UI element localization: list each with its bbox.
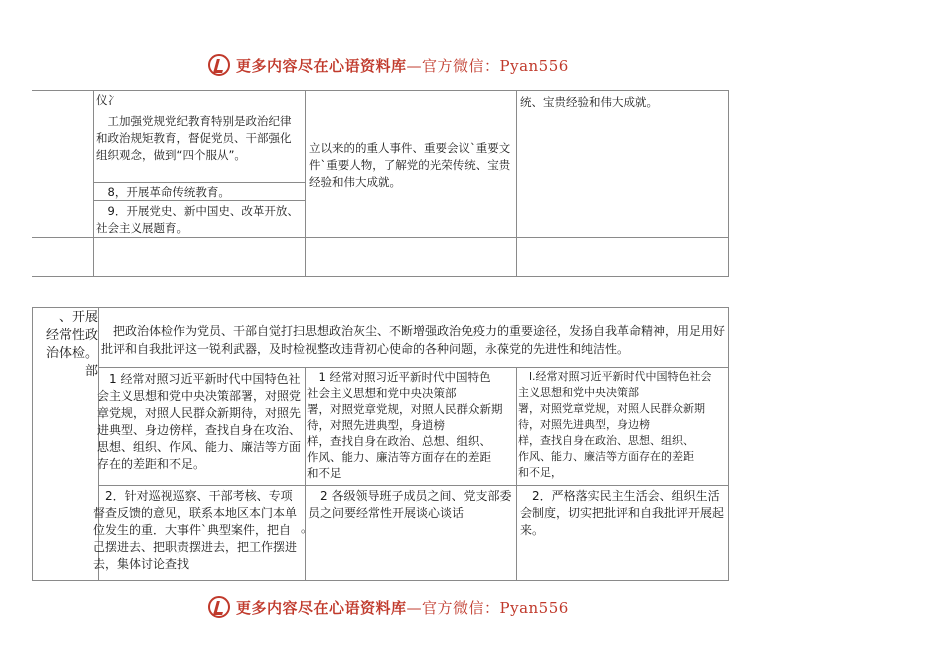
brand-logo-icon (208, 54, 230, 76)
table1-col2-item9: 9．开展党史、新中国史、改革开放、社会主义展题育。 (96, 204, 299, 235)
table1-col4: 统、宝贵经验和伟大成就。 (520, 95, 658, 109)
table1-col2-line1: 仪冫 (96, 93, 119, 107)
watermark-bottom (208, 593, 569, 621)
table1-col3: 立以来的的重人事件、重要会议`重要文件`重要人物，了解党的光荣传统、宝贵经验和伟大成就。 (309, 141, 511, 189)
table1-col2-item8: 8，开展革命传统教育。 (107, 185, 230, 199)
watermark-text: 更多内容尽在心语资料库—官方微信：Pyan556 (236, 56, 569, 75)
table2-intro: 把政治体检作为党员、干部自觉打扫思想政治灰尘、不断增强政治免疫力的重要途径，发扬自我革命精神，用足用好批评和自我批评这一锐利武器，及时检视整改违背初心使命的各种问题，永葆党的先进性和纯洁性。 (101, 324, 725, 356)
table1-col2-item7: 工加强党规党纪教育特别是政治纪律和政治规矩教育，督促党员、干部强化组织观念，做到“四个服从”。 (96, 114, 292, 162)
table2-row-label: 、开展 经常性政 治体检。部 (45, 310, 98, 379)
table2-row2-c2: 2 各级领导班子成员之间、党支部委员之问要经常性开展谈心谈话 (308, 489, 512, 520)
brand-logo-icon (208, 596, 230, 618)
watermark-text: 更多内容尽在心语资料库—官方微信：Pyan556 (236, 598, 569, 617)
table2-row2-c2-dot: 。 (301, 521, 313, 535)
table2-row2-c1: 2．针对巡视巡察、干部考核、专项督查反馈的意见，联系本地区本门本单位发生的重．大事件`典型案件，把自己摆进去、把职责摆进去，把工作摆进去，集体讨论查找 (93, 489, 298, 571)
table2-row1-c2: 1 经常对照习近平新时代中国特色 社会主义思想和党中央决策部 署，对照党章党规，对照人民群众新期 待，对照先进典型，身逍榜 样，查找自身在政治、总想、组织、 作风、能力、廉洁等方面存在的差距 和不足 (307, 370, 503, 480)
watermark-top (208, 51, 569, 79)
table2-row2-c3: 2．严格落实民主生活会、组织生活会制度，切实把批评和自我批评开展起来。 (520, 489, 724, 537)
table2-row1-c3: l.经常对照习近平新时代中国特色社会 主义思想和党中央决策部 署，对照党章党规，对照人民群众新期 待，对照先进典型，身边榜 样，查找自身在政治、思想、组织、 作风、能力、廉洁等方面存在的差距 和不足， (518, 370, 712, 479)
table2-row1-c1: 1 经常对照习近平新时代中国特色社会主义思想和党中央决策部署，对照党章党规，对照人民群众新期待，对照先进典型、身边傍样，查找自身在攻治、思想、组织、作风、能力、廉洁等方面存在的差距和不足。 (97, 372, 301, 471)
